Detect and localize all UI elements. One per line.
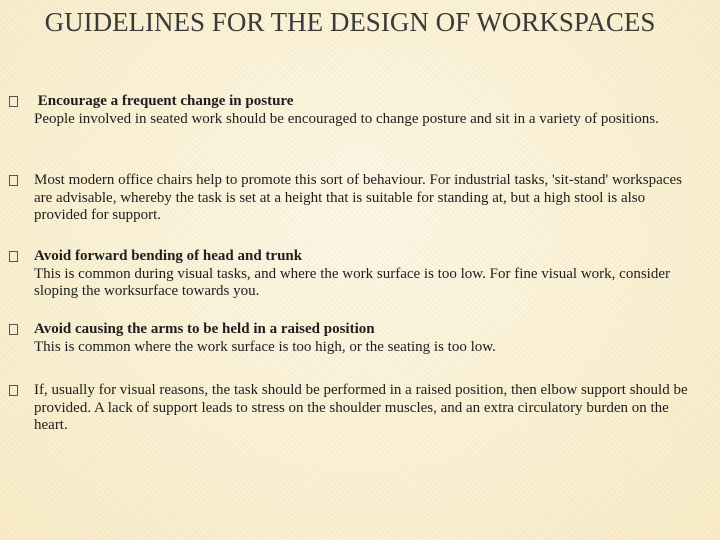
bullet-heading: Avoid causing the arms to be held in a raised position [34,321,375,337]
bullet-body: This is common where the work surface is too high, or the seating is too low. [34,338,496,355]
bullet-box-icon [9,251,18,262]
bullet-box-icon [9,175,18,186]
bullet-heading: Avoid forward bending of head and trunk [34,248,303,264]
bullet-body: This is common during visual tasks, and where the work surface is too low. For fine visual work, consider sloping the worksurface towards you. [34,265,670,299]
bullet-body: Most modern office chairs help to promote this sort of behaviour. For industrial tasks, 'sit-stand' workspaces are advisable, whereby the task is set at a height that is suitable for standing at, but a high stool is also provided for support. [34,172,682,223]
bullet-body: People involved in seated work should be encouraged to change posture and sit in a variety of positions. [34,110,659,127]
bullet-box-icon [9,324,18,335]
bullet-heading: Encourage a frequent change in posture [34,93,294,109]
slide-title: GUIDELINES FOR THE DESIGN OF WORKSPACES [44,7,656,37]
bullet-body: If, usually for visual reasons, the task should be performed in a raised position, then elbow support should be provided. A lack of support leads to stress on the shoulder muscles, and an extra circulatory burden on the heart. [34,382,688,433]
bullet-box-icon [9,96,18,107]
bullet-box-icon [9,385,18,396]
